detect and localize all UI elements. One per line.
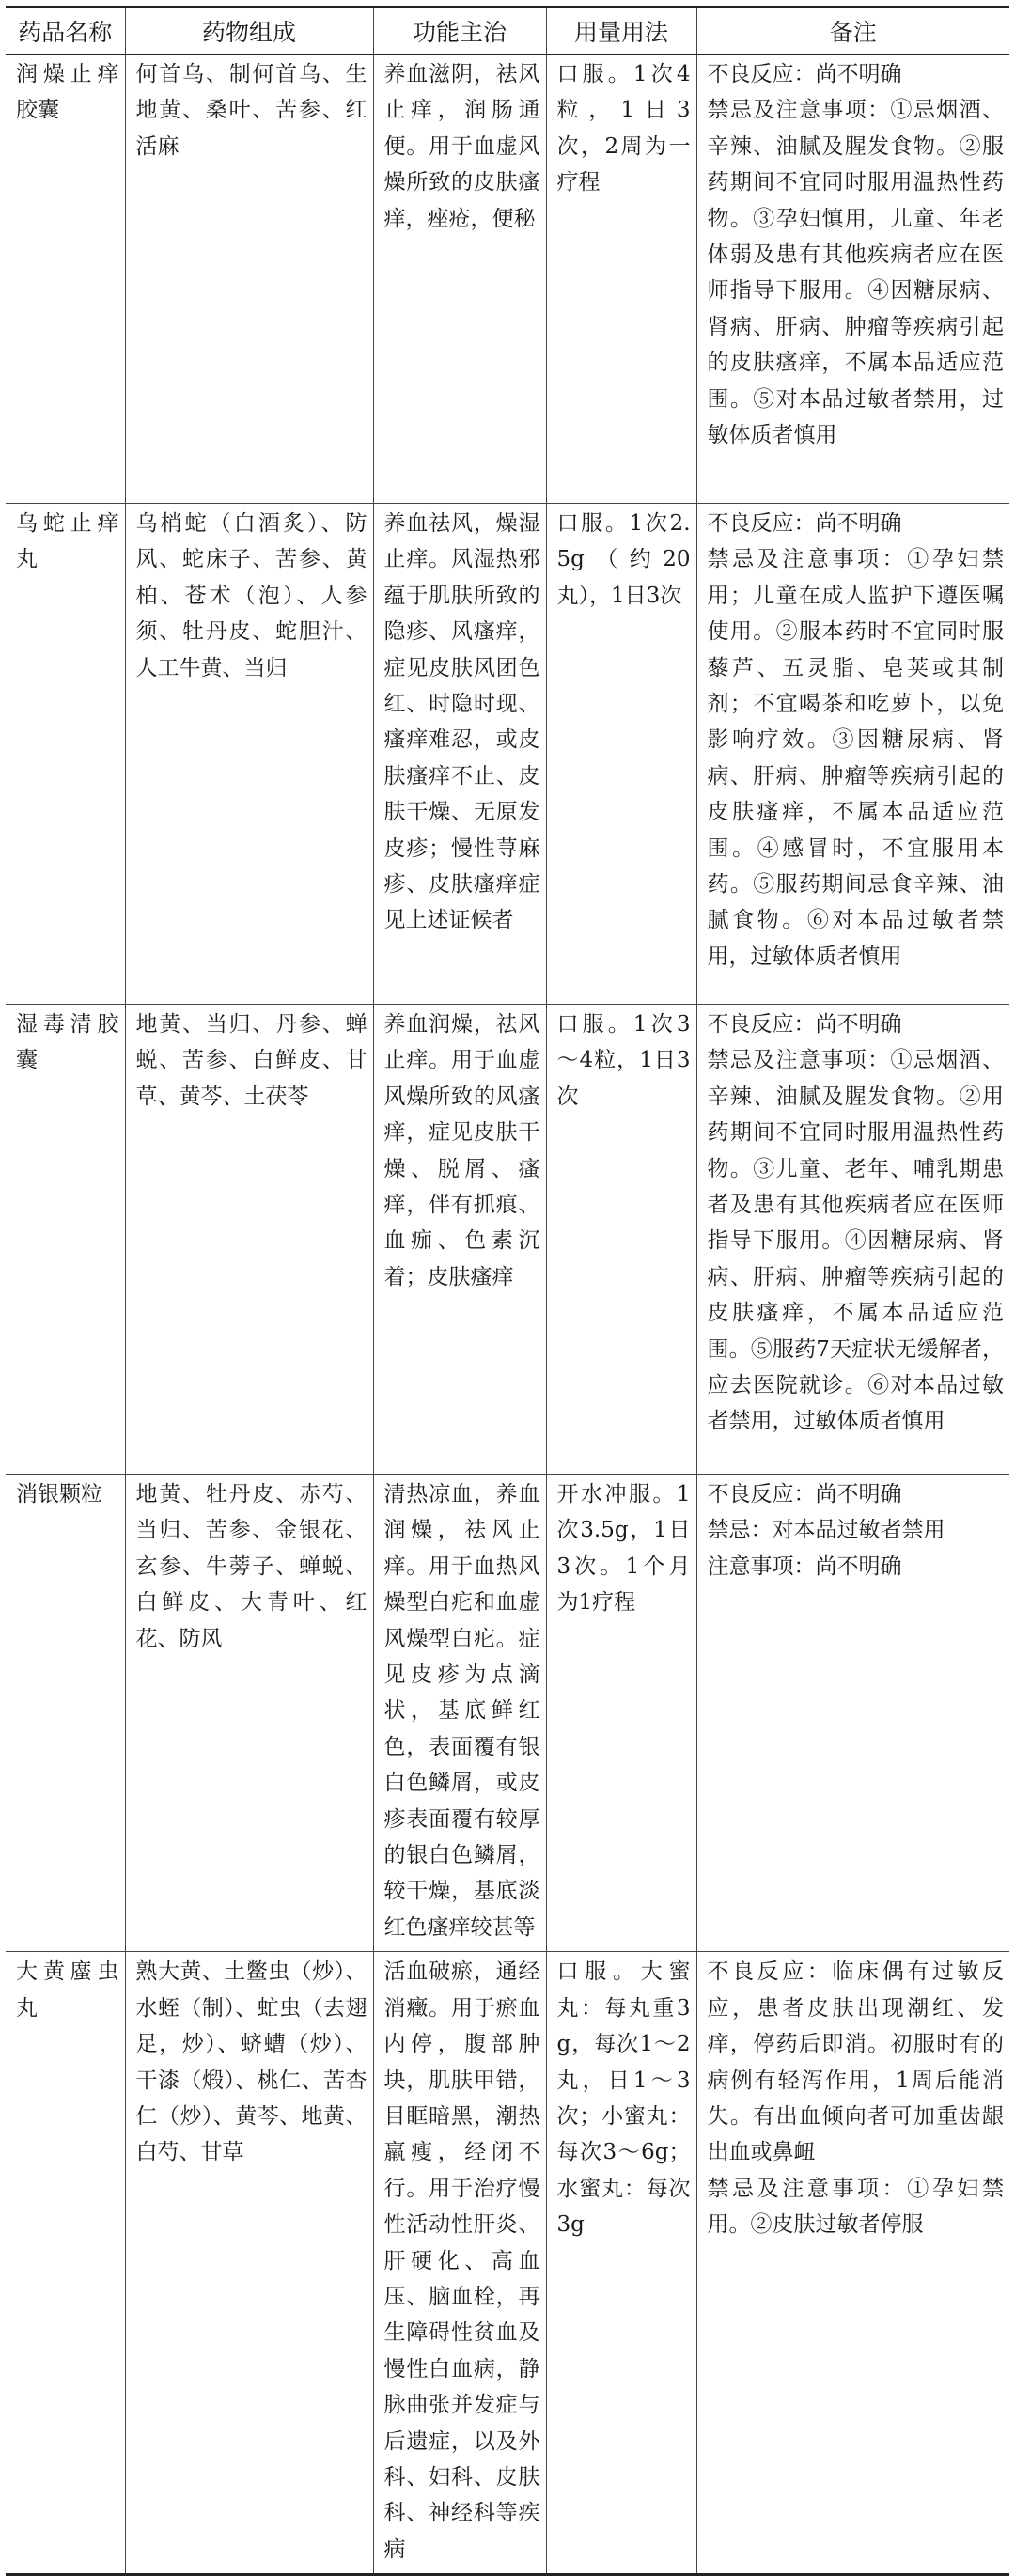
table-row [6,1952,1009,2575]
composition-cell: 乌梢蛇（白酒炙）、防风、蛇床子、苦参、黄柏、苍术（泡）、人参须、牡丹皮、蛇胆汁、人工牛黄、当归 [125,504,373,1005]
indications-cell: 养血祛风，燥湿止痒。风湿热邪蕴于肌肤所致的隐疹、风瘙痒，症见皮肤风团色红、时隐时现、瘙痒难忍，或皮肤瘙痒不止、皮肤干燥、无原发皮疹；慢性荨麻疹、皮肤瘙痒症见上述证候者 [373,504,546,1005]
dosage-cell: 口服。1次3～4粒，1日3次 [546,1005,696,1475]
table-row [6,55,1009,504]
indications-cell: 养血润燥，祛风止痒。用于血虚风燥所致的风瘙痒，症见皮肤干燥、脱屑、瘙痒，伴有抓痕、血痂、色素沉着；皮肤瘙痒 [373,1005,546,1475]
note-line: 注意事项：尚不明确 [707,1553,902,1579]
note-line: 禁忌及注意事项：①孕妇禁用。②皮肤过敏者停服 [707,2176,1004,2238]
composition-cell: 地黄、当归、丹参、蝉蜕、苦参、白鲜皮、甘草、黄芩、土茯苓 [125,1005,373,1475]
drug-name-cell: 乌蛇止痒丸 [6,504,125,1005]
notes-cell [696,1952,1009,2575]
dosage-cell: 口服。1次4粒，1日3次，2周为一疗程 [546,55,696,504]
indications-cell: 活血破瘀，通经消癥。用于瘀血内停，腹部肿块，肌肤甲错，目眶暗黑，潮热羸瘦，经闭不行。用于治疗慢性活动性肝炎、肝硬化、高血压、脑血栓，再生障碍性贫血及慢性白血病，静脉曲张并发症与后遗症，以及外科、妇科、皮肤科、神经科等疾病 [373,1952,546,2575]
note-line: 禁忌及注意事项：①忌烟酒、辛辣、油腻及腥发食物。②服药期间不宜同时服用温热性药物。③孕妇慎用，儿童、年老体弱及患有其他疾病者应在医师指导下服用。④因糖尿病、肾病、肝病、肿瘤等疾病引起的皮肤瘙痒，不属本品适应范围。⑤对本品过敏者禁用，过敏体质者慎用 [707,98,1004,448]
table-row [6,1005,1009,1475]
header-row [6,8,1009,55]
note-line: 禁忌：对本品过敏者禁用 [707,1518,945,1543]
note-line: 不良反应：尚不明确 [707,1012,902,1037]
drug-name-cell: 大黄䗪虫丸 [6,1952,125,2575]
table-body [6,55,1009,2575]
header-composition: 药物组成 [125,8,373,55]
note-line: 不良反应：尚不明确 [707,62,902,86]
table-row [6,504,1009,1005]
composition-cell: 熟大黄、土鳖虫（炒）、水蛭（制）、虻虫（去翅足，炒）、蛴螬（炒）、干漆（煅）、桃仁、苦杏仁（炒）、黄芩、地黄、白芍、甘草 [125,1952,373,2575]
notes-cell [696,55,1009,504]
drug-name-cell: 润燥止痒胶囊 [6,55,125,504]
notes-cell [696,1475,1009,1952]
composition-cell: 地黄、牡丹皮、赤芍、当归、苦参、金银花、玄参、牛蒡子、蝉蜕、白鲜皮、大青叶、红花、防风 [125,1475,373,1952]
indications-cell: 清热凉血，养血润燥，祛风止痒。用于血热风燥型白疕和血虚风燥型白疕。症见皮疹为点滴状，基底鲜红色，表面覆有银白色鳞屑，或皮疹表面覆有较厚的银白色鳞屑，较干燥，基底淡红色瘙痒较甚等 [373,1475,546,1952]
dosage-cell: 开水冲服。1次3.5g，1日3次。1个月为1疗程 [546,1475,696,1952]
header-indications: 功能主治 [373,8,546,55]
drug-name-cell: 消银颗粒 [6,1475,125,1952]
notes-cell [696,1005,1009,1475]
table-row [6,1475,1009,1952]
header-drug-name: 药品名称 [6,8,125,55]
drug-name-cell: 湿毒清胶囊 [6,1005,125,1475]
note-line: 不良反应：尚不明确 [707,1482,902,1507]
header-dosage: 用量用法 [546,8,696,55]
composition-cell: 何首乌、制何首乌、生地黄、桑叶、苦参、红活麻 [125,55,373,504]
notes-cell [696,504,1009,1005]
note-line: 禁忌及注意事项：①忌烟酒、辛辣、油腻及腥发食物。②用药期间不宜同时服用温热性药物。③儿童、老年、哺乳期患者及患有其他疾病者应在医师指导下服用。④因糖尿病、肾病、肝病、肿瘤等疾病引起的皮肤瘙痒，不属本品适应范围。⑤服药7天症状无缓解者，应去医院就诊。⑥对本品过敏者禁用，过敏体质者慎用 [707,1048,1004,1434]
dosage-cell: 口服。1次2.5g（约20丸），1日3次 [546,504,696,1005]
indications-cell: 养血滋阴，祛风止痒，润肠通便。用于血虚风燥所致的皮肤瘙痒，痤疮，便秘 [373,55,546,504]
table-header [6,8,1009,55]
note-line: 不良反应：临床偶有过敏反应，患者皮肤出现潮红、发痒，停药后即消。初服时有的病例有轻泻作用，1周后能消失。有出血倾向者可加重齿龈出血或鼻衄 [707,1959,1004,2165]
dosage-cell: 口服。大蜜丸：每丸重3g，每次1～2丸，日1～3次；小蜜丸：每次3～6g；水蜜丸：每次3g [546,1952,696,2575]
note-line: 不良反应：尚不明确 [707,511,902,536]
drug-table [6,6,1009,2576]
header-notes: 备注 [696,8,1009,55]
note-line: 禁忌及注意事项：①孕妇禁用；儿童在成人监护下遵医嘱使用。②服本药时不宜同时服藜芦、五灵脂、皂荚或其制剂；不宜喝茶和吃萝卜，以免影响疗效。③因糖尿病、肾病、肝病、肿瘤等疾病引起的皮肤瘙痒，不属本品适应范围。④感冒时，不宜服用本药。⑤服药期间忌食辛辣、油腻食物。⑥对本品过敏者禁用，过敏体质者慎用 [707,547,1004,969]
